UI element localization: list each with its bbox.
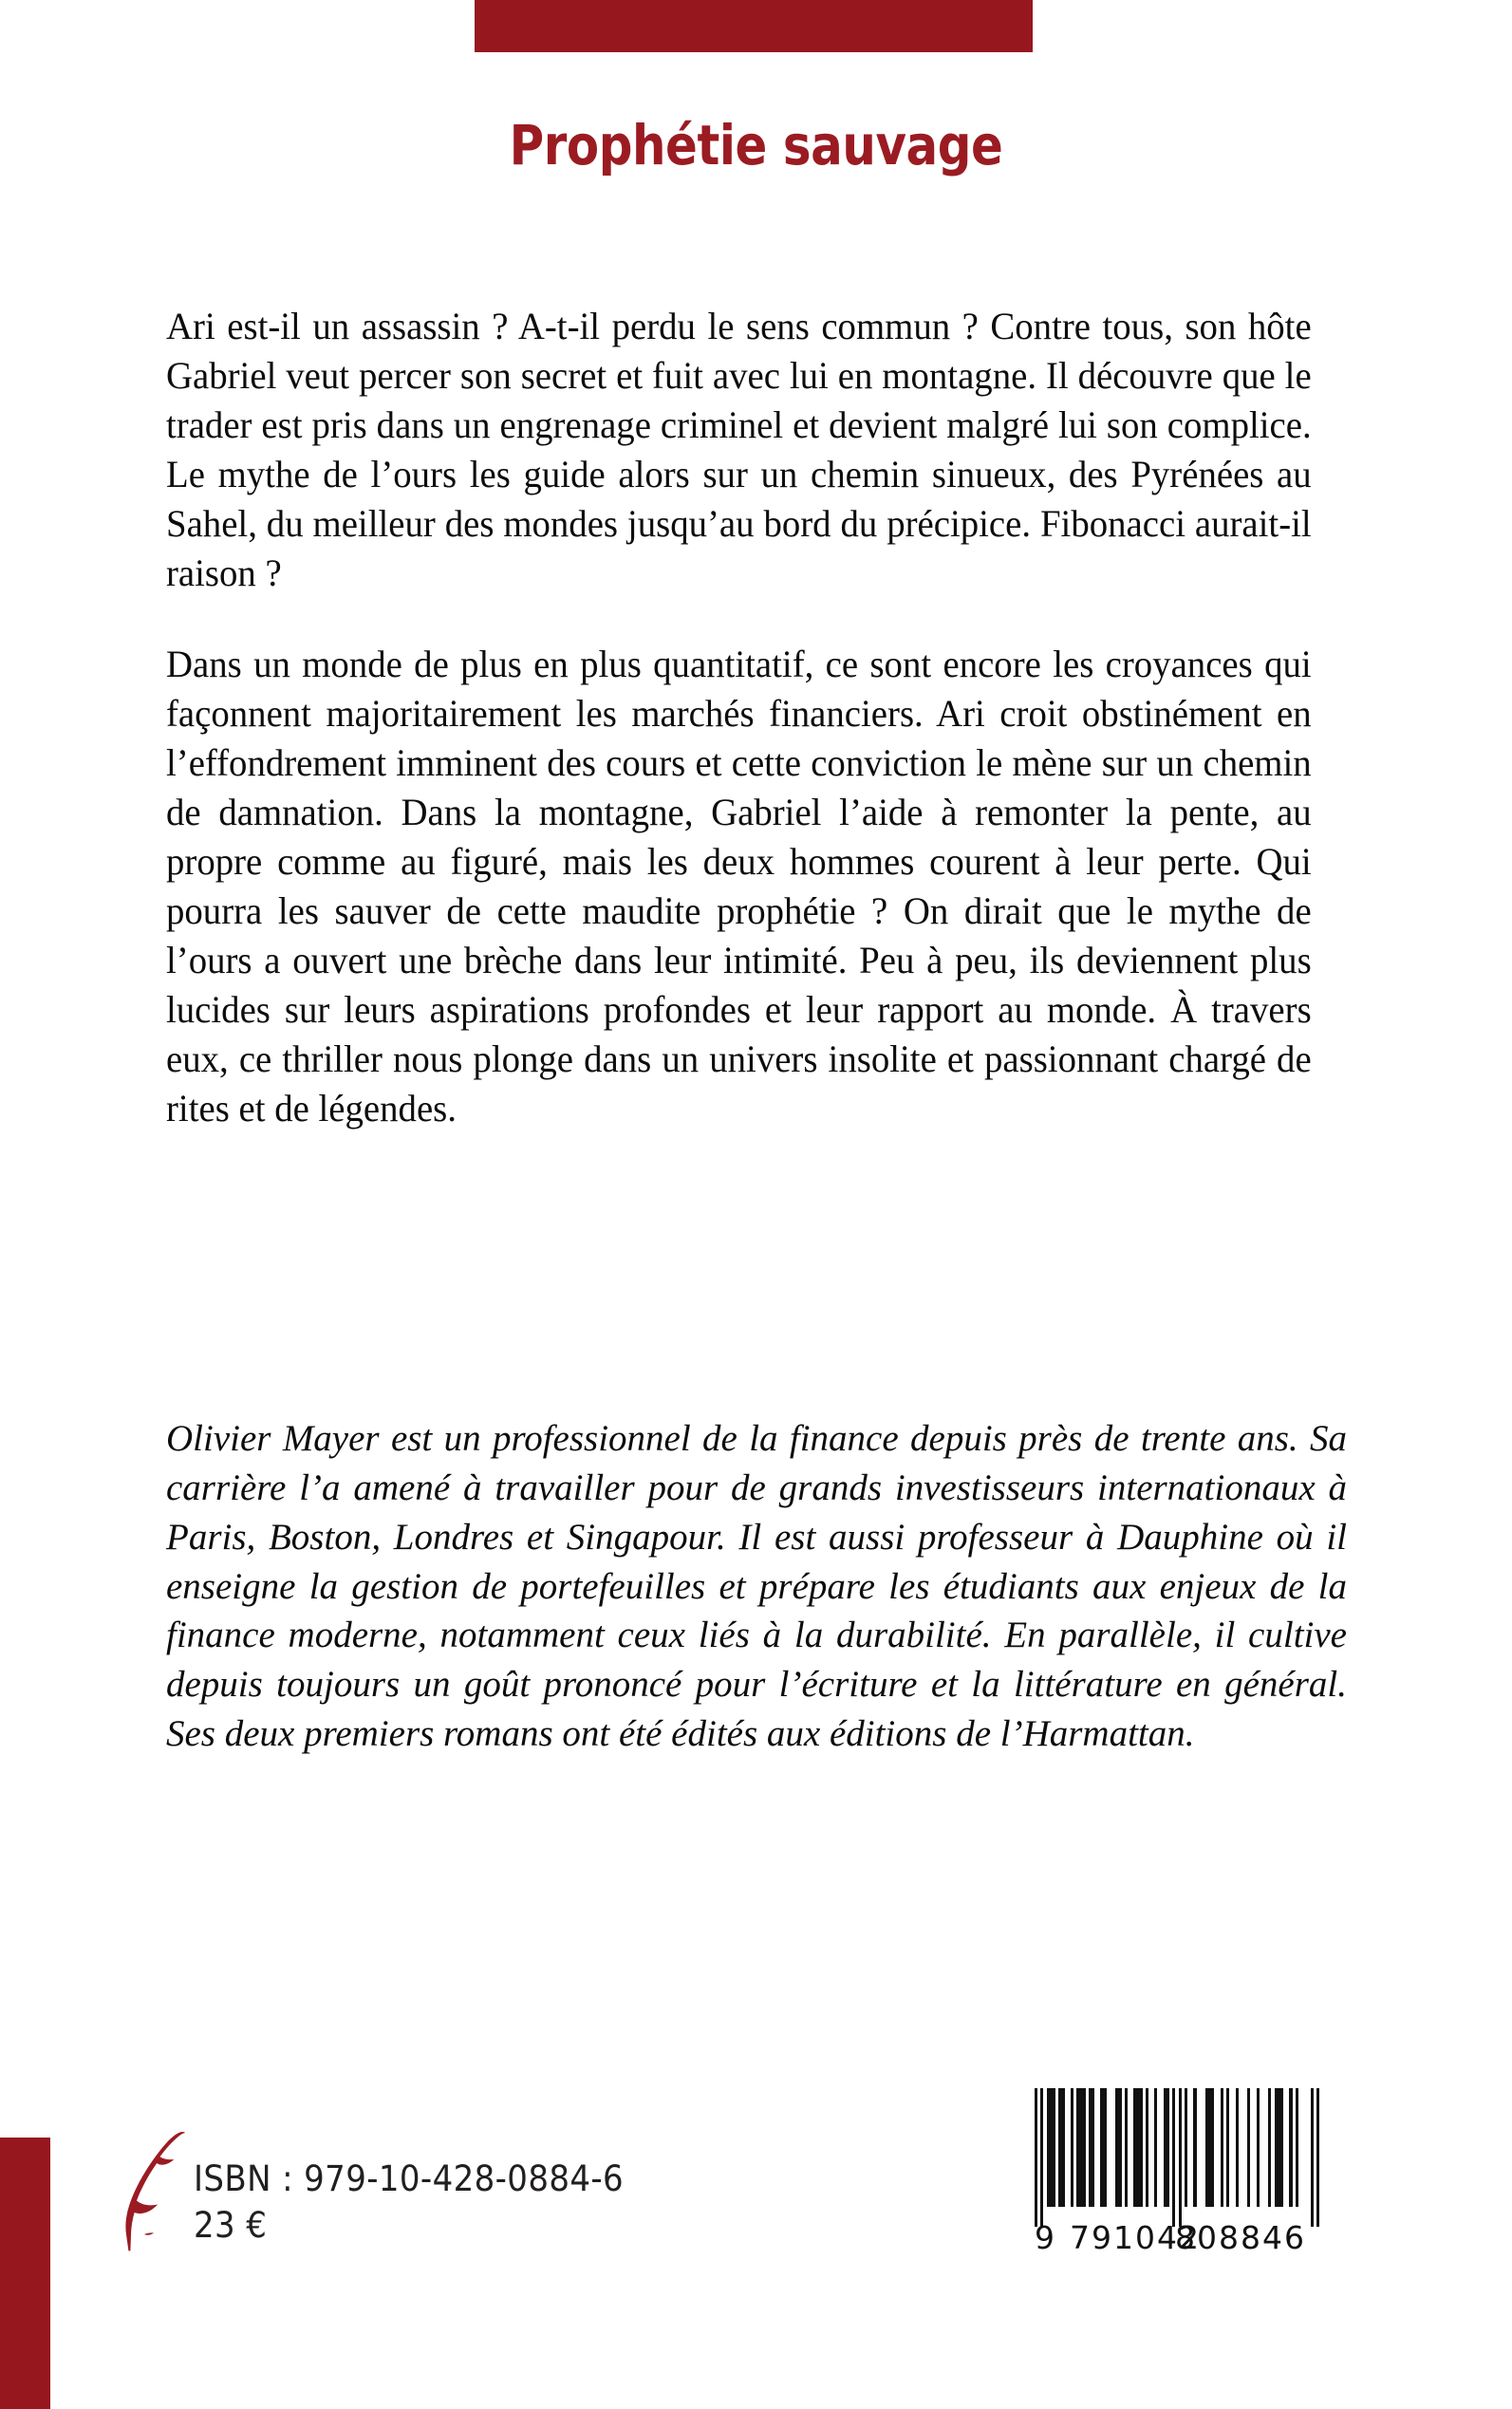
barcode-digits (1035, 2219, 1319, 2257)
barcode-bar (1172, 2088, 1175, 2227)
barcode-bar (1185, 2088, 1187, 2207)
barcode-bar (1268, 2088, 1271, 2207)
publisher-logo (121, 2128, 192, 2253)
barcode-bar (1125, 2088, 1128, 2207)
barcode-bar (1193, 2088, 1196, 2207)
price-text: 23 € (194, 2204, 268, 2246)
barcode-bar (1089, 2088, 1094, 2207)
barcode-digit-group-left: 791042 (1070, 2219, 1201, 2256)
ean13-barcode (1035, 2088, 1319, 2264)
synopsis-paragraph-1: Ari est-il un assassin ? A-t-il perdu le sens commun ? Contre tous, son hôte Gabriel veut percer son secret et fuit avec lui en montagne. Il découvre que le trader est pris dans un engrenage criminel et devient malgré lui son complice. Le mythe de l’ours les guide alors sur un chemin sinueux, des Pyrénées au Sahel, du meilleur des mondes jusqu’au bord du précipice. Fibonacci aurait-il raison ? (166, 305, 1312, 594)
isbn-price-block (194, 2157, 661, 2250)
synopsis-paragraph-2: Dans un monde de plus en plus quantitatif, ce sont encore les croyances qui façonnent majoritairement les marchés financiers. Ari croit obstinément en l’effondrement imminent des cours et cette conviction le mène sur un chemin de damnation. Dans la montagne, Gabriel l’aide à remonter la pente, au propre comme au figuré, mais les deux hommes courent à leur perte. Qui pourra les sauver de cette maudite prophétie ? On dirait que le mythe de l’ours a ouvert une brèche dans leur intimité. Peu à peu, ils deviennent plus lucides sur leurs aspirations profondes et leur rapport au monde. À travers eux, ce thriller nous plonge dans un univers insolite et passionnant chargé de rites et de légendes. (166, 643, 1312, 1130)
barcode-bar (1236, 2088, 1239, 2207)
barcode-bar (1257, 2088, 1260, 2207)
barcode-bars (1035, 2088, 1319, 2213)
top-accent-banner (475, 0, 1033, 52)
barcode-bar (1247, 2088, 1250, 2207)
barcode-digit-group-right: 808846 (1175, 2219, 1306, 2256)
barcode-bar (1226, 2088, 1229, 2207)
barcode-bar (1115, 2088, 1121, 2207)
barcode-bar (1154, 2088, 1157, 2207)
barcode-bar (1100, 2088, 1106, 2207)
barcode-bar (1164, 2088, 1169, 2207)
book-title: Prophétie sauvage (509, 113, 1003, 177)
barcode-bar (1205, 2088, 1214, 2207)
barcode-bar (1289, 2088, 1292, 2207)
barcode-bar (1133, 2088, 1142, 2207)
author-bio-paragraph: Olivier Mayer est un professionnel de la finance depuis près de trente ans. Sa carrière l’a amené à travailler pour de grands investisseurs internationaux à Paris, Boston, Londres et Singapour. Il est aussi professeur à Dauphine où il enseigne la gestion de portefeuilles et prépare les étudiants aux enjeux de la finance moderne, notamment ceux liés à la durabilité. En parallèle, il cultive depuis toujours un goût prononcé pour l’écriture et la littérature en général. Ses deux premiers romans ont été édités aux éditions de l’Harmattan. (166, 1418, 1347, 1755)
barcode-digit-leading: 9 (1035, 2219, 1055, 2256)
barcode-bar (1047, 2088, 1055, 2207)
author-bio-block (166, 1414, 1347, 1759)
barcode-bar (1035, 2088, 1037, 2227)
barcode-bar (1058, 2088, 1064, 2207)
barcode-bar (1076, 2088, 1085, 2207)
synopsis-block (166, 302, 1347, 1133)
barcode-bar (1311, 2088, 1314, 2227)
barcode-bar (1296, 2088, 1298, 2207)
barcode-bar (1316, 2088, 1319, 2227)
barcode-bar (1275, 2088, 1283, 2207)
barcode-bar (1179, 2088, 1182, 2227)
quill-feather-icon (121, 2128, 192, 2253)
isbn-text: ISBN : 979-10-428-0884-6 (194, 2158, 625, 2199)
barcode-bar (1071, 2088, 1073, 2207)
spine-accent-bar (0, 2138, 50, 2409)
barcode-bar (1221, 2088, 1223, 2207)
barcode-bar (1040, 2088, 1043, 2227)
barcode-bar (1146, 2088, 1148, 2207)
